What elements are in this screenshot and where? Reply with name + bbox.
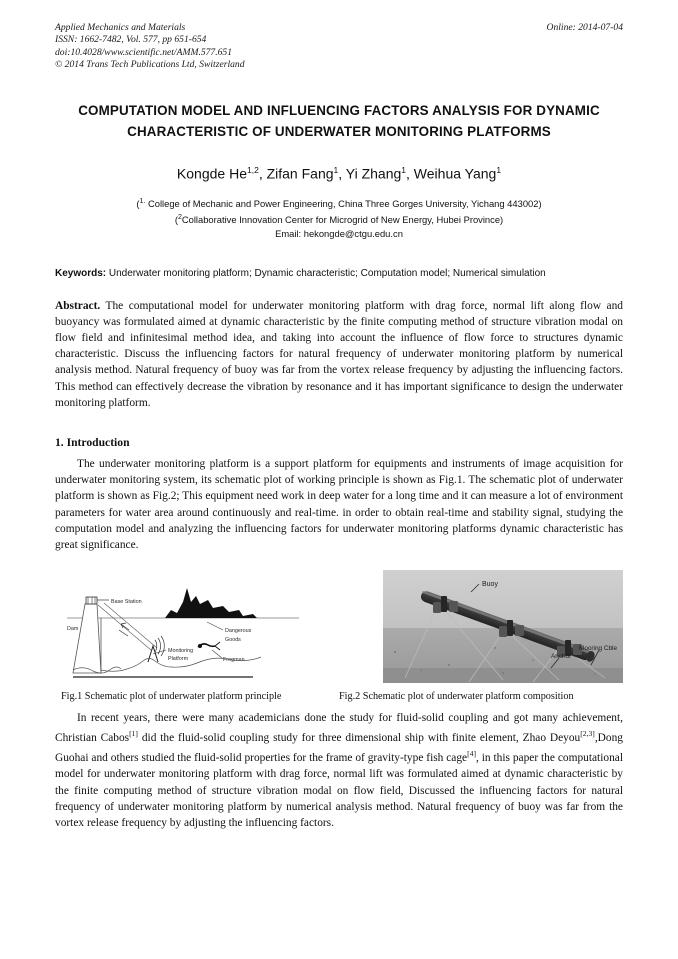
figure-captions [55,690,623,704]
author-2-affil-marker: 1 [333,164,339,175]
figure-2-graphic [383,570,623,683]
figure-1-graphic [67,578,299,683]
affiliation-2 [55,211,623,227]
affil-1-paren: ( [136,198,140,210]
citation-2: [2,3] [580,729,595,739]
affil-2-paren: ( [174,214,178,226]
journal-doi: doi:10.4028/www.scientific.net/AMM.577.651 [55,46,233,58]
keywords-block [55,266,623,282]
corresponding-email: Email: hekongde@ctgu.edu.cn [275,227,403,239]
figure-1 [67,578,299,683]
figure-2-label-anchor: Anchor [551,653,572,661]
figure-1-label-monitoring-platform-line2: Platform [168,656,189,663]
journal-header [55,22,623,72]
author-4-name: , Weihua Yang [406,165,497,182]
figure-1-label-dam: Dam [67,626,79,633]
figure-1-label-monitoring-platform-line1: Monitoring [168,648,194,655]
journal-copyright: © 2014 Trans Tech Publications Ltd, Switzerland [55,59,245,71]
abstract-text: The computational model for underwater monitoring platform with drag force, normal lift along flow and buoyancy was formulated aimed at dynamic characteristic by the finite computing method of structure vibration modal on flow field and infinitesimal method idea, and taking into account the influence of flow force to structures dynamic characteristic. Discuss the influencing factors for natural frequency of underwater monitoring platform by numerical analysis method. Natural frequency of buoy was far from the vortex release frequency by adjusting the influencing factors. This method can effectively decrease the vibration by resonance and it has important significance to design the underwater monitoring platform. [55,299,623,409]
affil-2-marker: 2 [177,213,182,221]
author-1-affil-marker: 1,2 [246,164,259,175]
affiliation-1 [55,195,623,211]
figure-1-caption: Fig.1 Schematic plot of underwater platform principle [61,691,282,703]
figure-1-label-base-station: Base Station [111,599,142,606]
author-2-name: , Zifan Fang [258,165,334,182]
intro-p2-seg4: , in this paper the computational model for underwater monitoring platform with drag force, normal lift was formulated aimed at dynamic characteristic by the finite computing method of structure vibration modal on flow field, Discussed the influencing factors for natural frequency of underwater monitoring platform by numerical analysis method. Natural frequency of buoy was far from the vortex release frequency by adjusting the influencing factors. [55,752,623,829]
citation-3: [4] [467,749,476,759]
author-3-name: , Yi Zhang [338,165,402,182]
introduction-paragraph-2 [55,710,623,831]
section-heading-introduction: 1. Introduction [55,435,130,449]
affil-1-marker: 1. [139,198,146,206]
author-list [55,161,623,183]
author-3-affil-marker: 1 [401,164,407,175]
affil-1-text: College of Mechanic and Power Engineering, China Three Gorges University, Yichang 443002) [145,198,542,210]
figure-row [55,565,623,683]
figure-2-label-mooring-cable: Mooring Cble [579,645,618,653]
page-title: COMPUTATION MODEL AND INFLUENCING FACTORS ANALYSIS FOR DYNAMIC CHARACTERISTIC OF UNDERWATER MONITORING PLATFORMS [78,102,600,139]
intro-p2-seg1: In recent years, there were many academicians done the study for fluid-solid coupling and got many achievement, Christian Cabos [55,712,623,745]
keywords-label: Keywords: [55,268,107,280]
journal-name: Applied Mechanics and Materials [55,22,186,33]
author-4-affil-marker: 1 [496,164,502,175]
intro-p2-seg2: did the fluid-solid coupling study for three dimensional ship with finite element, Zhao Deyou [137,732,581,745]
author-1-name: Kongde He [176,165,247,182]
keywords-text: Underwater monitoring platform; Dynamic characteristic; Computation model; Numerical simulation [106,268,546,280]
abstract-block [55,298,623,411]
figure-1-label-dangerous-goods-line1: Dangerous [225,628,252,635]
intro-p2-seg3: ,Dong Guohai and others studied the fluid-solid properties for the frame of gravity-type fish cage [55,732,623,765]
online-date: Online: 2014-07-04 [546,22,623,33]
figure-2-label-buoy: Buoy [482,581,498,589]
affil-2-text: Collaborative Innovation Center for Microgrid of New Energy, Hubei Province) [181,214,504,226]
figure-2-caption: Fig.2 Schematic plot of underwater platform composition [339,691,574,703]
introduction-paragraph-1: The underwater monitoring platform is a support platform for equipments and instruments of image acquisition for underwater monitoring system, its schematic plot of working principle is shown as Fig.1. The schematic plot of underwater platform is shown as Fig.2; This equipment need work in deep water for a long time and it can measure a lot of environment parameters for water area around continuously and real-time. in order to obtain real-time and stability signal, studying the computation model and analyzing the influencing factors for underwater monitoring platforms dynamic characteristic has great significance. [55,457,623,551]
figure-1-label-dangerous-goods-line2: Goods [225,637,241,644]
journal-issn: ISSN: 1662-7482, Vol. 577, pp 651-654 [55,34,207,46]
affiliation-block [55,195,623,240]
figure-2 [383,570,623,683]
figure-1-label-frogman: Frogman [223,657,245,664]
abstract-label: Abstract. [55,299,101,312]
citation-1: [1] [129,729,138,739]
